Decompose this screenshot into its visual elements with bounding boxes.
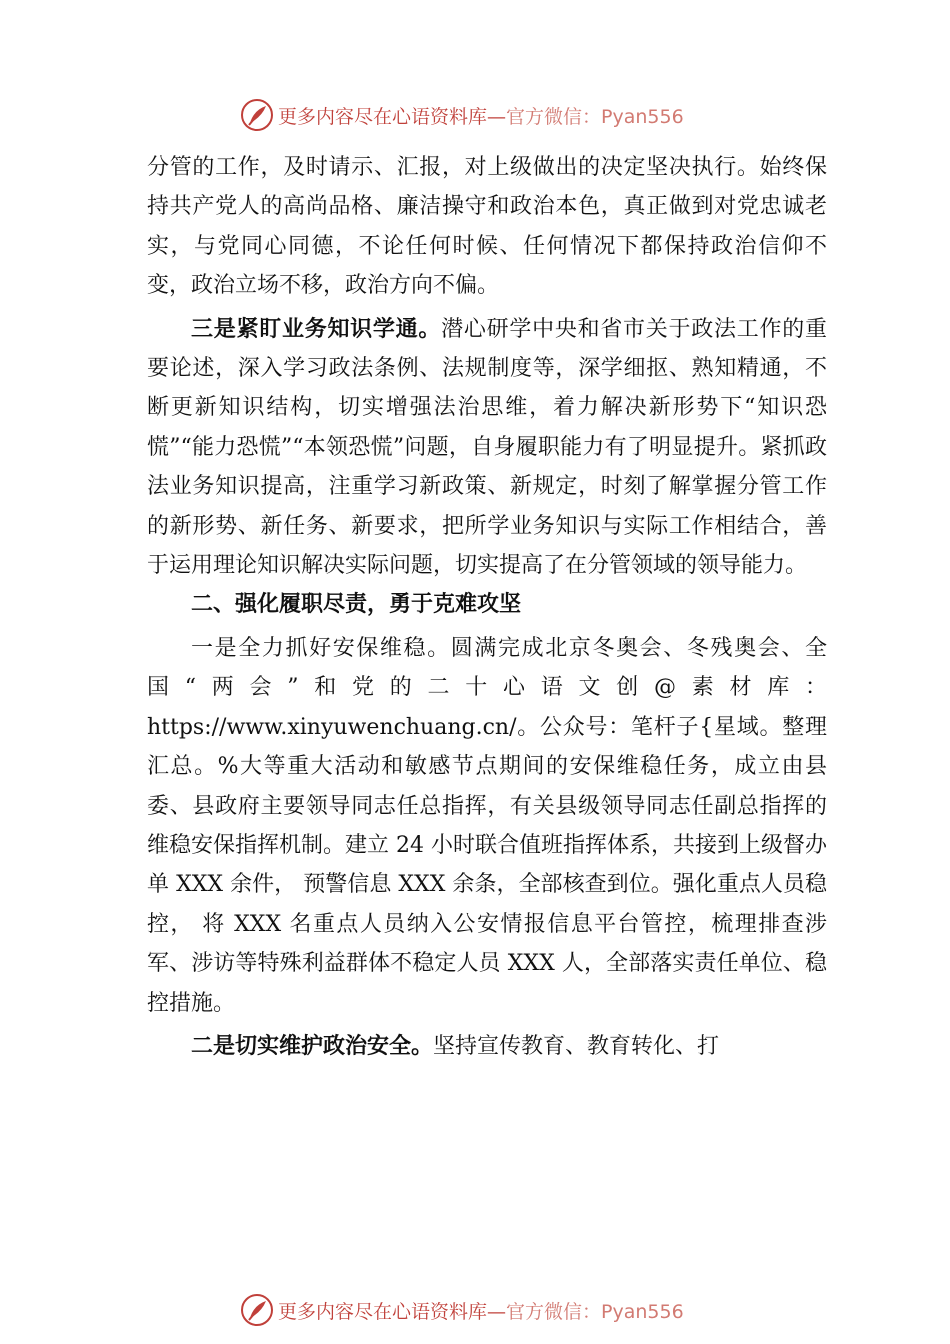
quill-logo-icon <box>240 1293 274 1327</box>
paragraph-2-text: 潜心研学中央和省市关于政法工作的重要论述，深入学习政法条例、法规制度等，深学细抠、熟知精通，不断更新知识结构，切实增强法治思维，着力解决新形势下“知识恐慌”“能力恐慌”“本领恐慌”问题，自身履职能力有了明显提升。紧抓政法业务知识提高，注重学习新政策、新规定，时刻了解掌握分管工作的新形势、新任务、新要求，把所学业务知识与实际工作相结合，善于运用理论知识解决实际问题，切实提高了在分管领域的领导能力。 <box>147 316 827 579</box>
document-body <box>147 148 827 1066</box>
paragraph-4-lead: 二是切实维护政治安全。 <box>191 1033 434 1059</box>
paragraph-4-text: 坚持宣传教育、教育转化、打 <box>433 1033 720 1059</box>
banner-wechat: 官方微信：Pyan556 <box>506 105 684 128</box>
paragraph-4 <box>147 1027 827 1066</box>
banner-text: 更多内容尽在心语资料库— <box>278 105 507 128</box>
paragraph-2-lead: 三是紧盯业务知识学通。 <box>191 316 442 342</box>
paragraph-3: 一是全力抓好安保维稳。圆满完成北京冬奥会、冬残奥会、全国“两会”和党的二十心语文创@素材库：https://www.xinyuwenchuang.cn/。公众号：笔杆子{星域。整理汇总。%大等重大活动和敏感节点期间的安保维稳任务，成立由县委、县政府主要领导同志任总指挥，有关县级领导同志任副总指挥的维稳安保指挥机制。建立 24 小时联合值班指挥体系，共接到上级督办单 XXX 余件， 预警信息 XXX 余条，全部核查到位。强化重点人员稳控， 将 XXX 名重点人员纳入公安情报信息平台管控，梳理排查涉军、涉访等特殊利益群体不稳定人员 XXX 人，全部落实责任单位、稳控措施。 <box>147 635 827 1016</box>
paragraph-1: 分管的工作，及时请示、汇报，对上级做出的决定坚决执行。始终保持共产党人的高尚品格、廉洁操守和政治本色，真正做到对党忠诚老实，与党同心同德，不论任何时候、任何情况下都保持政治信仰不变，政治立场不移，政治方向不偏。 <box>147 155 827 299</box>
header-banner <box>240 95 684 135</box>
section-heading-2: 二、强化履职尽责，勇于克难攻坚 <box>191 592 522 618</box>
banner-text: 更多内容尽在心语资料库— <box>278 1300 507 1323</box>
footer-banner <box>240 1290 684 1330</box>
banner-wechat: 官方微信：Pyan556 <box>506 1300 684 1323</box>
quill-logo-icon <box>240 98 274 132</box>
paragraph-2 <box>147 310 827 586</box>
